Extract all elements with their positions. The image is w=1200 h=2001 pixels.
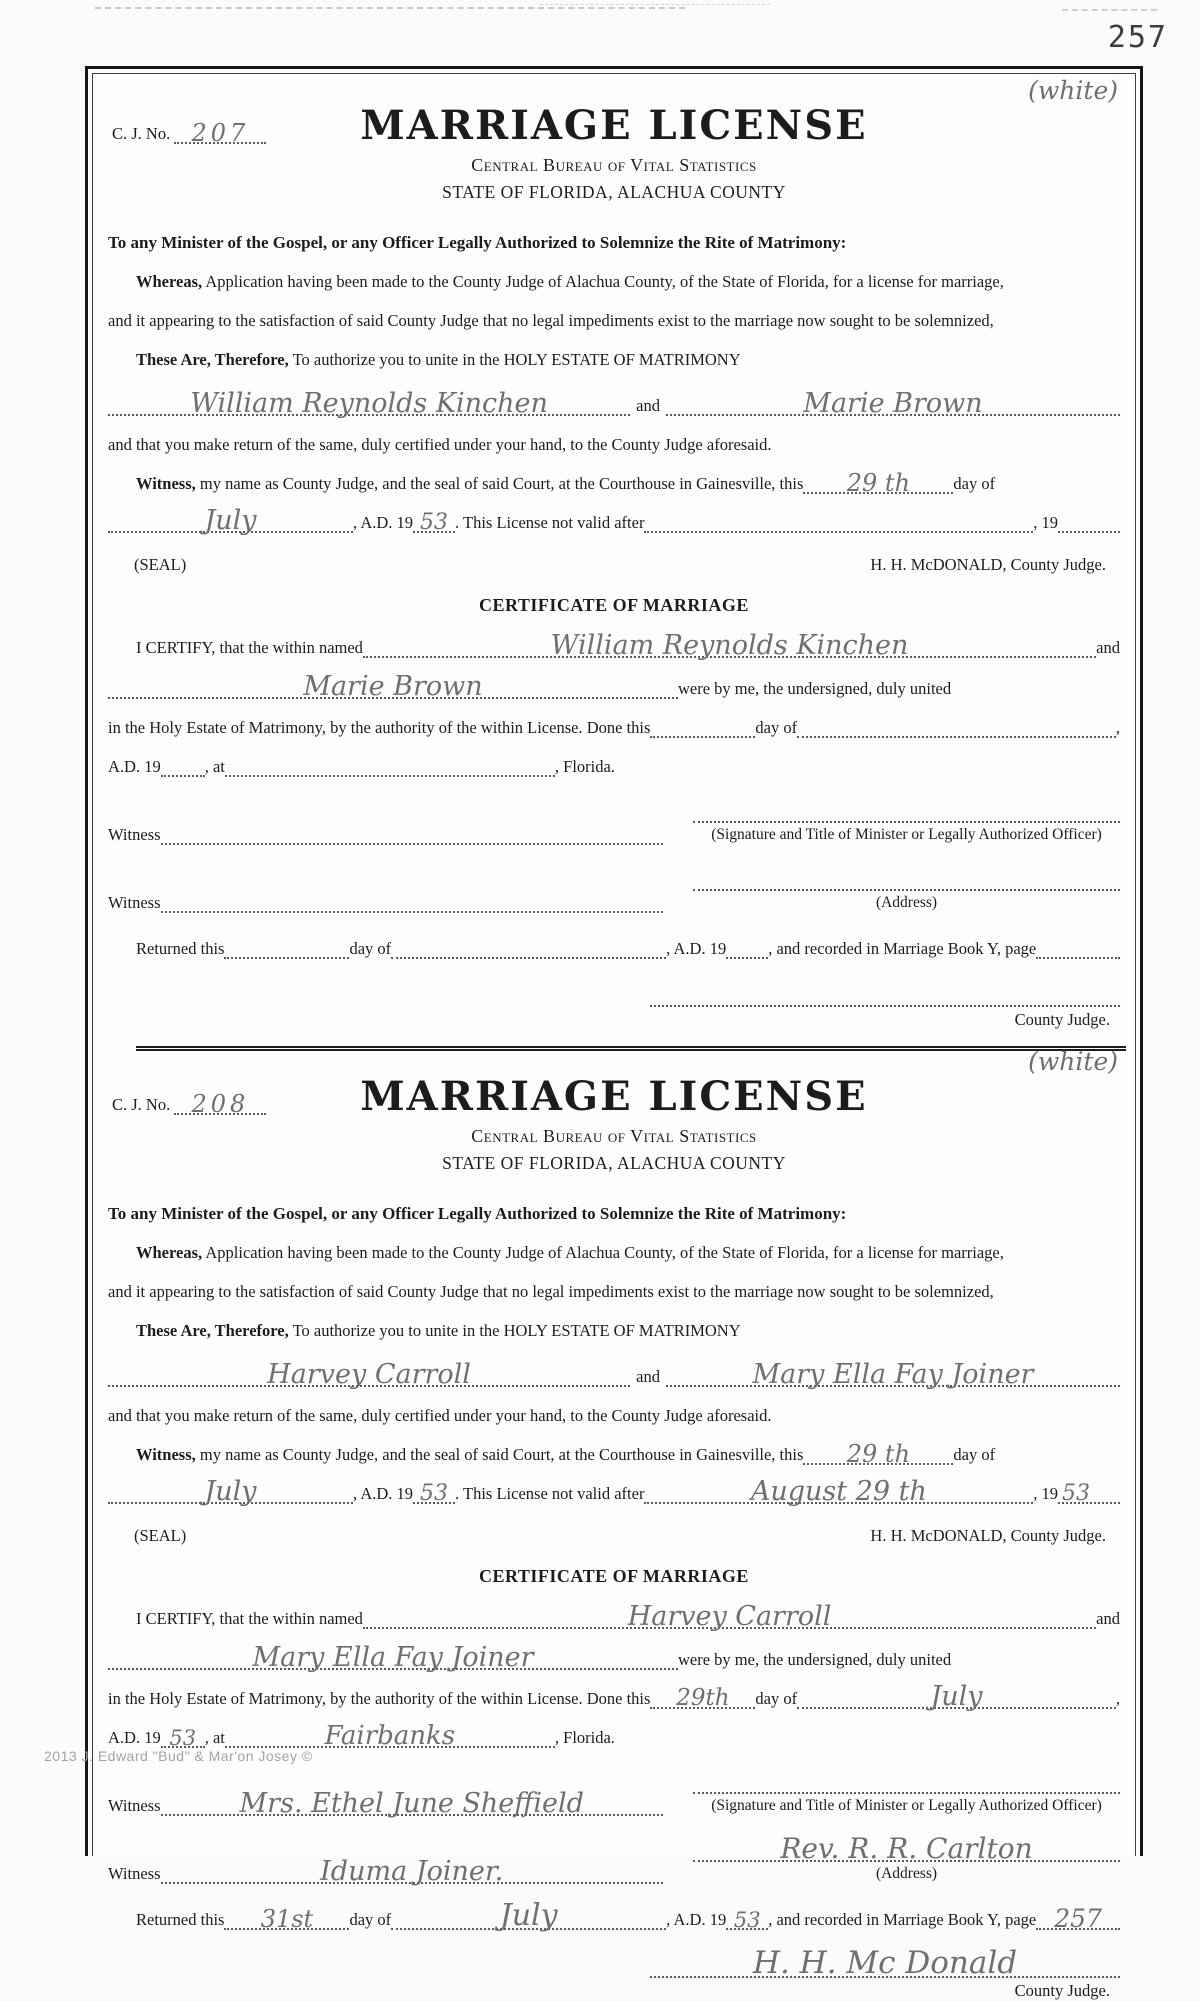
county-judge-signature-block <box>650 1945 1120 2001</box>
whereas-line <box>108 272 1120 292</box>
witness1-signature-block <box>108 1772 1120 1819</box>
returned-day-value: 31st <box>260 1905 314 1933</box>
groom-name-field <box>108 388 630 419</box>
form-subtitle-state: STATE OF FLORIDA, ALACHUA COUNTY <box>442 1153 786 1173</box>
form-subtitle-state: STATE OF FLORIDA, ALACHUA COUNTY <box>442 182 786 202</box>
certify-lead: I CERTIFY, that the within named <box>136 638 363 657</box>
bride-name-field <box>666 388 1120 419</box>
cj-number-field <box>174 1090 266 1118</box>
impediments-line: and it appearing to the satisfaction of said County Judge that no legal impediments exist to the marriage now sought to be solemnized, <box>108 1282 994 1301</box>
form-title: MARRIAGE LICENSE <box>360 1073 868 1120</box>
cj-number-line <box>112 1090 266 1118</box>
certificate-year-value: 53 <box>169 1726 197 1750</box>
address-column <box>693 1832 1120 1884</box>
united-line <box>108 1642 1120 1673</box>
minister-signature-field <box>693 1772 1120 1794</box>
day-of-label: day of <box>755 718 798 737</box>
witness1-field <box>161 823 664 845</box>
minister-signature-field <box>693 801 1120 823</box>
witness2-address-block <box>108 869 1120 913</box>
certificate-bride-value: Marie Brown <box>303 671 483 702</box>
witness-rest: my name as County Judge, and the seal of said Court, at the Courthouse in Gainesville, this <box>195 474 804 493</box>
month-validity-line <box>108 505 1120 536</box>
whereas-lead: Whereas, <box>136 272 203 291</box>
holy-estate-line <box>108 718 1120 738</box>
not-valid-label: . This License not valid after <box>455 513 645 532</box>
minister-signature-column <box>693 1772 1120 1816</box>
certificate-bride-field <box>108 671 678 702</box>
salutation-line: To any Minister of the Gospel, or any Officer Legally Authorized to Solemnize the Rite of Matrimony: <box>108 233 847 252</box>
license-names-line <box>108 382 1120 419</box>
witness-judge-line <box>108 1440 1120 1468</box>
returned-year-field <box>726 939 768 959</box>
form-title: MARRIAGE LICENSE <box>360 102 868 149</box>
witness1-line <box>108 801 663 845</box>
certificate-place-value: Fairbanks <box>324 1721 456 1751</box>
handwritten-color-note: (white) <box>1028 1047 1118 1076</box>
day-of-label: day of <box>349 1910 392 1929</box>
county-judge-caption: County Judge. <box>1014 1010 1110 1029</box>
not-valid-year-field <box>1058 513 1120 533</box>
license-names-line <box>108 1353 1120 1390</box>
holy-estate-line <box>108 1681 1120 1712</box>
ad19-label: A.D. 19 <box>108 757 161 776</box>
certify-line <box>108 630 1120 661</box>
witness2-line <box>108 1840 663 1887</box>
and-label: and <box>636 1367 660 1386</box>
book-page-field <box>1036 1904 1120 1933</box>
certificate-year-field <box>161 757 205 777</box>
these-rest: To authorize you to unite in the HOLY ESTATE OF MATRIMONY <box>288 1321 741 1340</box>
return-line: and that you make return of the same, duly certified under your hand, to the County Judge aforesaid. <box>108 435 772 454</box>
copyright-watermark: 2013 J. Edward "Bud" & Mar'on Josey © <box>44 1748 313 1764</box>
not-valid-after-value: August 29 th <box>750 1476 927 1507</box>
not-valid-after-field <box>644 513 1033 533</box>
authorize-line <box>108 350 1120 370</box>
holy-lead: in the Holy Estate of Matrimony, by the authority of the within License. Done this <box>108 718 651 737</box>
ad19-label: , A.D. 19 <box>353 1484 414 1503</box>
united-line <box>108 671 1120 702</box>
groom-name-value: Harvey Carroll <box>267 1359 471 1390</box>
whereas-rest: Application having been made to the County Judge of Alachua County, of the State of Florida, for a license for marriage, <box>202 272 1004 291</box>
witness2-field <box>161 891 664 913</box>
comma-label: , <box>1115 718 1120 737</box>
witness-lead: Witness, <box>136 1445 196 1464</box>
witness1-value: Mrs. Ethel June Sheffield <box>239 1788 584 1819</box>
returned-lead: Returned this <box>136 939 225 958</box>
done-month-field <box>797 718 1116 738</box>
scan-artifact <box>95 7 685 9</box>
returned-lead: Returned this <box>136 1910 225 1929</box>
license-month-value: July <box>204 505 257 536</box>
page-number: 257 <box>1107 20 1168 55</box>
certificate-groom-value: William Reynolds Kinchen <box>550 630 909 661</box>
document-frame <box>85 66 1143 2000</box>
license-year-value: 53 <box>420 1481 449 1506</box>
united-rest: were by me, the undersigned, duly united <box>678 1650 952 1669</box>
ad19-label: , A.D. 19 <box>666 939 727 958</box>
license-month-field <box>108 1476 353 1507</box>
signature-caption: (Signature and Title of Minister or Legally Authorized Officer) <box>711 826 1102 843</box>
ad19-label: , A.D. 19 <box>666 1910 727 1929</box>
cj-number-value: 208 <box>191 1090 250 1118</box>
cj-number-field <box>174 119 266 147</box>
seal-judge-line <box>108 1526 1120 1546</box>
done-day-value: 29th <box>676 1685 730 1711</box>
county-judge-signature-field <box>650 983 1120 1007</box>
seal-label: (SEAL) <box>134 555 187 574</box>
license-year-field <box>413 1481 455 1506</box>
these-lead: These Are, Therefore, <box>136 1321 289 1340</box>
certificate-groom-field <box>363 1601 1096 1632</box>
certificate-title: CERTIFICATE OF MARRIAGE <box>479 595 749 615</box>
address-field <box>693 869 1120 891</box>
whereas-line <box>108 1243 1120 1263</box>
authorize-line <box>108 1321 1120 1341</box>
form-header <box>108 1047 1120 1174</box>
cj-number-value: 207 <box>191 119 250 147</box>
scan-artifact <box>540 4 770 5</box>
and-label: and <box>636 396 660 415</box>
witness2-field <box>161 1856 664 1887</box>
address-field <box>693 1832 1120 1865</box>
address-value: Rev. R. R. Carlton <box>780 1832 1033 1865</box>
not-valid-year-value: 53 <box>1062 1481 1090 1506</box>
license-day-field <box>803 469 953 497</box>
form-header <box>108 76 1120 203</box>
license-day-field <box>803 1440 953 1468</box>
certificate-groom-field <box>363 630 1096 661</box>
certificate-bride-field <box>108 1642 678 1673</box>
license-month-field <box>108 505 353 536</box>
at-label: , at <box>204 1728 225 1747</box>
witness1-line <box>108 1772 663 1819</box>
witness-rest: my name as County Judge, and the seal of said Court, at the Courthouse in Gainesville, this <box>195 1445 804 1464</box>
seal-label: (SEAL) <box>134 1526 187 1545</box>
county-judge-printed-name: H. H. McDONALD, County Judge. <box>870 555 1106 574</box>
form-subtitle-bureau: Central Bureau of Vital Statistics <box>471 155 757 175</box>
handwritten-color-note: (white) <box>1028 76 1118 105</box>
groom-name-field <box>108 1359 630 1390</box>
certificate-year-field <box>161 1728 205 1748</box>
scan-artifact <box>1062 9 1157 11</box>
day-of-label: day of <box>755 1689 798 1708</box>
witness1-signature-block <box>108 801 1120 845</box>
witness2-address-block <box>108 1832 1120 1887</box>
license-month-value: July <box>204 1476 257 1507</box>
day-of-label: day of <box>953 1445 996 1464</box>
recorded-rest: , and recorded in Marriage Book Y, page <box>768 1910 1037 1929</box>
county-judge-signature-value: H. H. Mc Donald <box>752 1945 1018 1981</box>
done-day-field <box>650 718 755 738</box>
returned-year-field <box>726 1910 768 1930</box>
witness2-line <box>108 869 663 913</box>
certificate-groom-value: Harvey Carroll <box>627 1601 832 1632</box>
not-valid-label: . This License not valid after <box>455 1484 645 1503</box>
returned-line <box>108 939 1120 959</box>
bride-name-field <box>666 1359 1120 1390</box>
address-caption: (Address) <box>875 894 938 911</box>
minister-signature-column <box>693 801 1120 845</box>
bride-name-value: Mary Ella Fay Joiner <box>752 1359 1034 1390</box>
witness-label: Witness <box>108 893 161 912</box>
returned-month-value: July <box>499 1898 558 1933</box>
month-validity-line <box>108 1476 1120 1507</box>
witness-judge-line <box>108 469 1120 497</box>
these-rest: To authorize you to unite in the HOLY ESTATE OF MATRIMONY <box>288 350 741 369</box>
ad19-label: , A.D. 19 <box>353 513 414 532</box>
groom-name-value: William Reynolds Kinchen <box>190 388 548 419</box>
witness2-value: Iduma Joiner. <box>320 1856 504 1887</box>
witness-label: Witness <box>108 1864 161 1883</box>
marriage-license-form-1 <box>108 76 1120 1030</box>
these-lead: These Are, Therefore, <box>136 350 289 369</box>
florida-label: , Florida. <box>554 757 615 776</box>
at-label: , at <box>204 757 225 776</box>
book-page-field <box>1036 939 1120 959</box>
florida-label: , Florida. <box>554 1728 615 1747</box>
comma19-label: , 19 <box>1033 513 1058 532</box>
and-label: and <box>1096 638 1120 657</box>
not-valid-year-field <box>1058 1481 1120 1506</box>
cj-number-line <box>112 119 266 147</box>
and-label: and <box>1096 1609 1120 1628</box>
witness-lead: Witness, <box>136 474 196 493</box>
returned-month-field <box>391 1898 666 1933</box>
cj-number-label: C. J. No. <box>112 124 171 143</box>
done-month-value: July <box>930 1681 983 1712</box>
certificate-place-field <box>225 1721 555 1751</box>
whereas-lead: Whereas, <box>136 1243 203 1262</box>
marriage-license-form-2 <box>108 1047 1120 2001</box>
returned-line <box>108 1898 1120 1933</box>
certify-line <box>108 1601 1120 1632</box>
returned-day-field <box>224 939 349 959</box>
whereas-rest: Application having been made to the County Judge of Alachua County, of the State of Florida, for a license for marriage, <box>202 1243 1004 1262</box>
certificate-date-place-line <box>108 1721 1120 1751</box>
return-line: and that you make return of the same, duly certified under your hand, to the County Judge aforesaid. <box>108 1406 772 1425</box>
done-month-field <box>797 1681 1116 1712</box>
returned-month-field <box>391 939 666 959</box>
license-year-field <box>413 510 455 535</box>
ad19-label: A.D. 19 <box>108 1728 161 1747</box>
witness-label: Witness <box>108 825 161 844</box>
comma19-label: , 19 <box>1033 1484 1058 1503</box>
signature-caption: (Signature and Title of Minister or Legally Authorized Officer) <box>711 1797 1102 1814</box>
returned-year-value: 53 <box>733 1908 761 1932</box>
book-page-value: 257 <box>1054 1904 1102 1933</box>
county-judge-printed-name: H. H. McDONALD, County Judge. <box>870 1526 1106 1545</box>
form-subtitle-bureau: Central Bureau of Vital Statistics <box>471 1126 757 1146</box>
license-year-value: 53 <box>420 510 449 535</box>
not-valid-after-field <box>644 1476 1033 1507</box>
certificate-date-place-line <box>108 757 1120 777</box>
witness-label: Witness <box>108 1796 161 1815</box>
document-content <box>94 74 1134 2000</box>
salutation-line: To any Minister of the Gospel, or any Officer Legally Authorized to Solemnize the Rite of Matrimony: <box>108 1204 847 1223</box>
day-of-label: day of <box>953 474 996 493</box>
address-column <box>693 869 1120 913</box>
done-day-field <box>650 1685 755 1711</box>
witness1-field <box>161 1788 664 1819</box>
united-rest: were by me, the undersigned, duly united <box>678 679 952 698</box>
certificate-title: CERTIFICATE OF MARRIAGE <box>479 1566 749 1586</box>
comma-label: , <box>1115 1689 1120 1708</box>
seal-judge-line <box>108 555 1120 575</box>
certify-lead: I CERTIFY, that the within named <box>136 1609 363 1628</box>
holy-lead: in the Holy Estate of Matrimony, by the authority of the within License. Done this <box>108 1689 651 1708</box>
bride-name-value: Marie Brown <box>803 388 983 419</box>
returned-day-field <box>224 1905 349 1933</box>
recorded-rest: , and recorded in Marriage Book Y, page <box>768 939 1037 958</box>
county-judge-caption: County Judge. <box>1014 1981 1110 2000</box>
county-judge-signature-block <box>650 983 1120 1030</box>
address-caption: (Address) <box>875 1865 938 1882</box>
certificate-bride-value: Mary Ella Fay Joiner <box>252 1642 534 1673</box>
county-judge-signature-field <box>650 1945 1120 1981</box>
license-day-value: 29 th <box>846 1440 911 1468</box>
impediments-line: and it appearing to the satisfaction of said County Judge that no legal impediments exist to the marriage now sought to be solemnized, <box>108 311 994 330</box>
day-of-label: day of <box>349 939 392 958</box>
cj-number-label: C. J. No. <box>112 1095 171 1114</box>
license-day-value: 29 th <box>846 469 911 497</box>
certificate-place-field <box>225 757 555 777</box>
